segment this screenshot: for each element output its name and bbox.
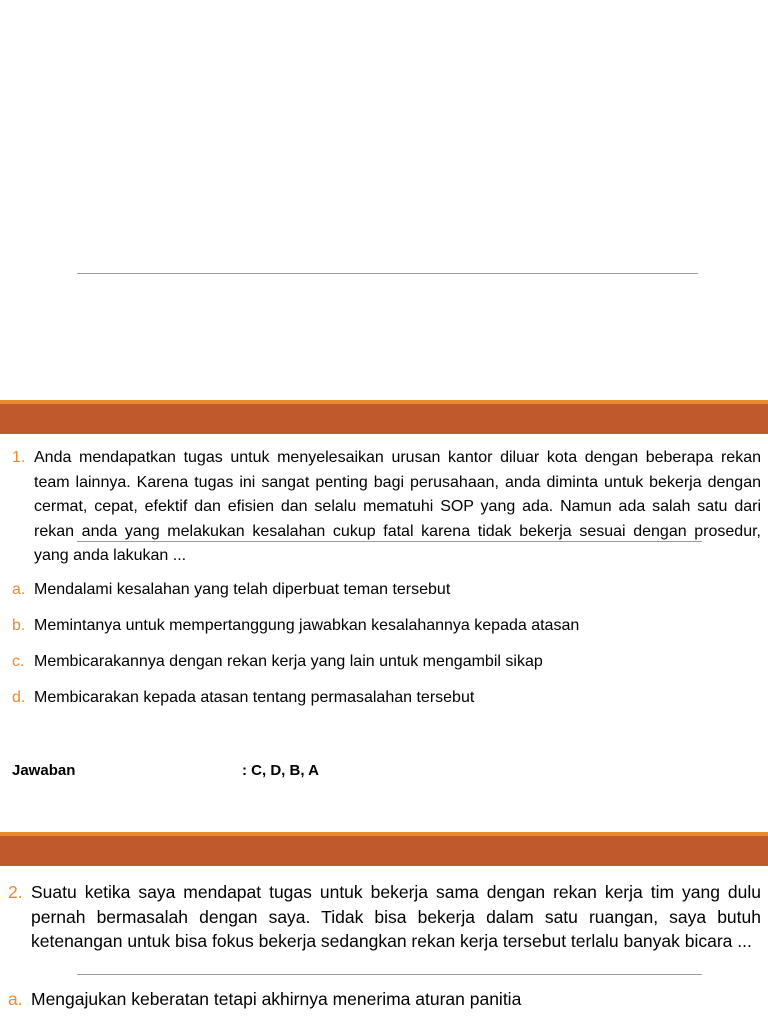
option-a[interactable]: [0, 989, 768, 1015]
question-number: 2.: [8, 882, 23, 902]
option-text: Mengajukan keberatan tetapi akhirnya menerima aturan panitia: [31, 989, 522, 1009]
option-letter: d.: [12, 689, 26, 706]
option-letter: a.: [8, 989, 23, 1009]
option-letter: c.: [12, 653, 25, 670]
option-text: Mendalami kesalahan yang telah diperbuat teman tersebut: [34, 581, 451, 598]
answer-label: Jawaban: [12, 762, 76, 779]
question-1: [0, 446, 768, 571]
option-a[interactable]: [0, 581, 768, 603]
option-d[interactable]: [0, 689, 768, 711]
option-text: Memintanya untuk mempertanggung jawabkan kesalahannya kepada atasan: [34, 617, 580, 634]
question-text: Suatu ketika saya mendapat tugas untuk bekerja sama dengan rekan kerja tim yang dulu pernah bermasalah dengan saya. Tidak bisa bekerja dalam satu ruangan, saya butuh ketenangan untuk bisa fokus bekerja sedangkan rekan kerja tersebut terlalu banyak bicara ...: [31, 882, 761, 951]
question-number: 1.: [12, 449, 26, 466]
top-divider: [77, 273, 698, 274]
option-b[interactable]: [0, 617, 768, 639]
question-2-underline: [77, 974, 702, 975]
option-c[interactable]: [0, 653, 768, 675]
option-letter: b.: [12, 617, 26, 634]
question-text: Anda mendapatkan tugas untuk menyelesaikan urusan kantor diluar kota dengan beberapa rekan team lainnya. Karena tugas ini sangat penting bagi perusahaan, anda diminta untuk bekerja dengan cermat, cepat, efektif dan efisien dan selalu mematuhi SOP yang ada. Namun ada salah satu dari rekan anda yang melakukan kesalahan cukup fatal karena tidak bekerja sesuai dengan prosedur, yang anda lakukan ...: [34, 449, 761, 564]
option-text: Membicarakan kepada atasan tentang permasalahan tersebut: [34, 689, 475, 706]
option-letter: a.: [12, 581, 26, 598]
question-2: [0, 880, 768, 980]
answer-value: : C, D, B, A: [242, 762, 319, 779]
option-text: Membicarakannya dengan rekan kerja yang lain untuk mengambil sikap: [34, 653, 543, 670]
section-band-2: [0, 832, 768, 866]
section-band-1: [0, 400, 768, 434]
question-1-underline: [77, 541, 702, 542]
